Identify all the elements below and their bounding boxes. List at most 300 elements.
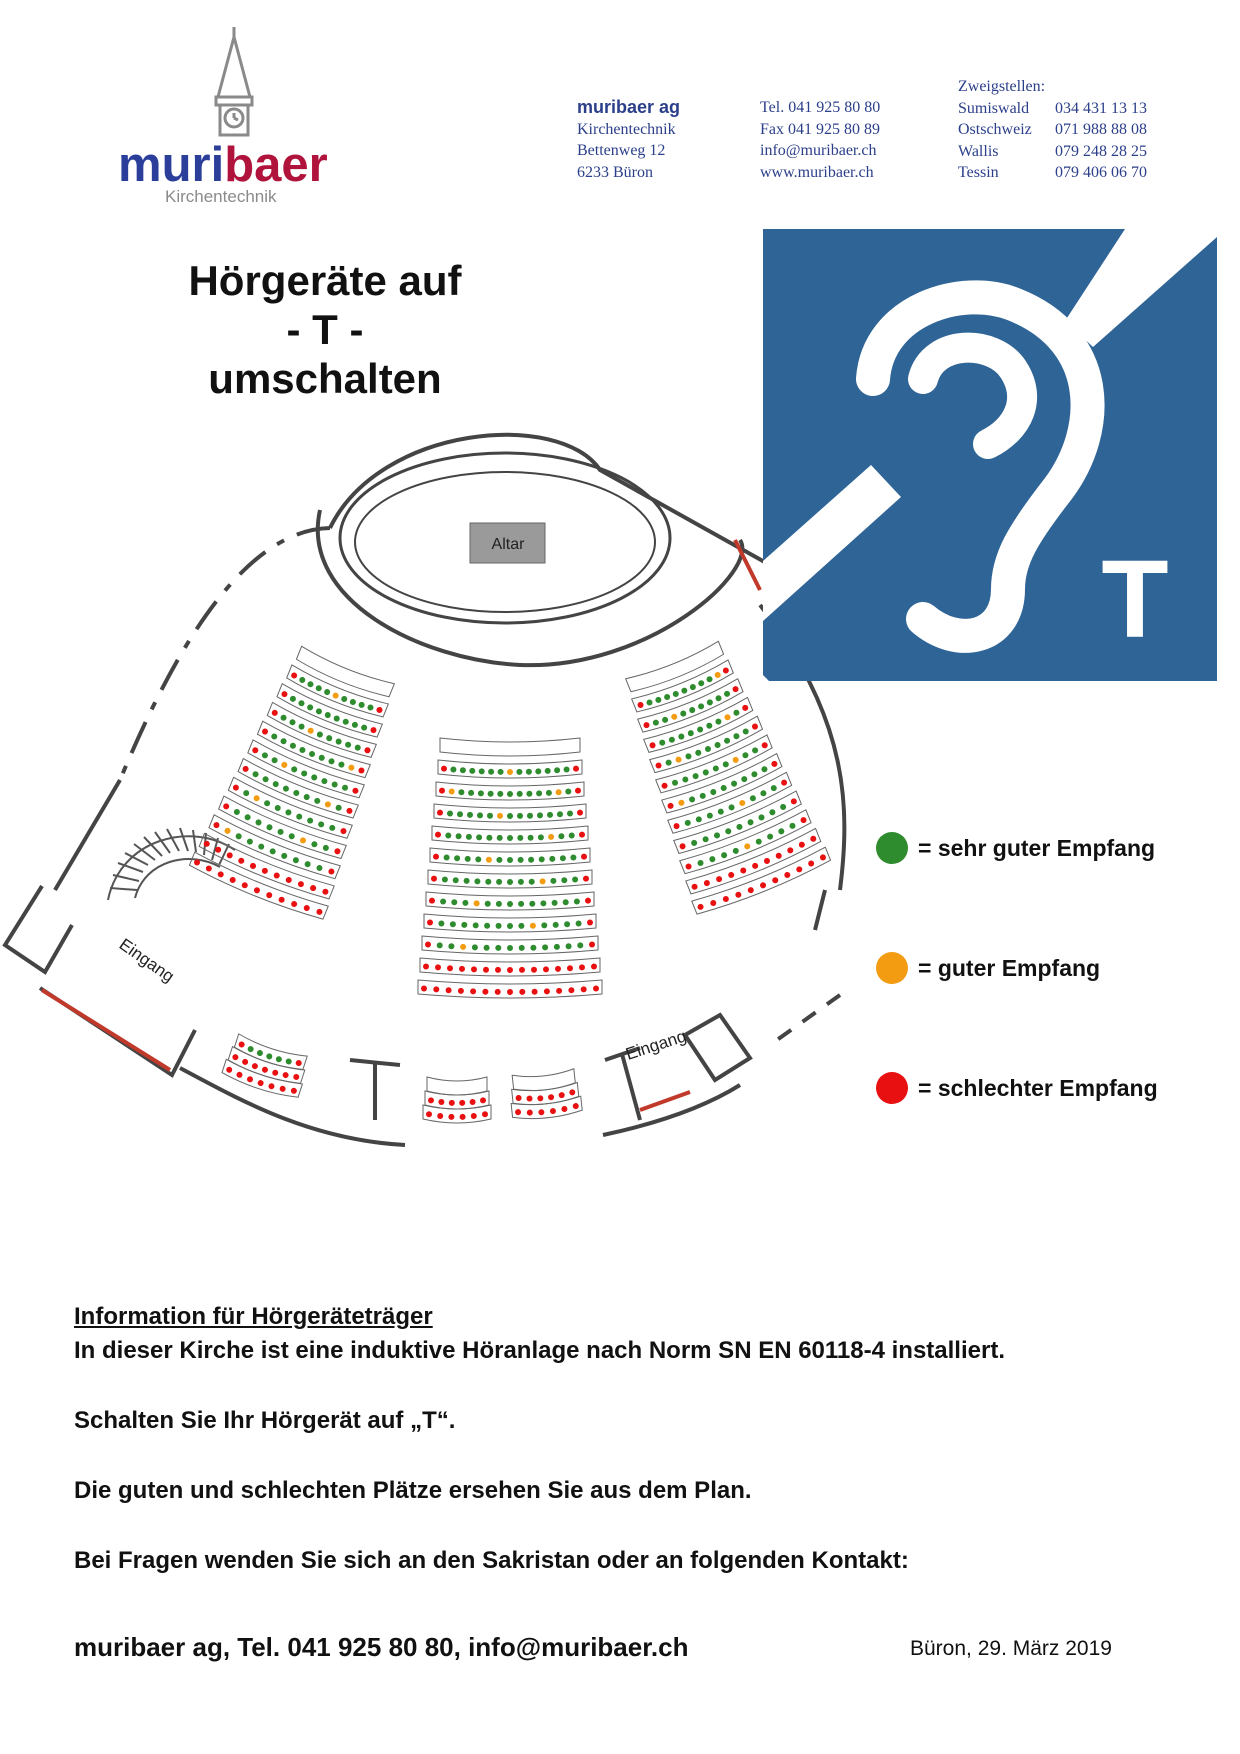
contact-email[interactable]: info@muribaer.ch [760,142,877,159]
seat-dot [790,797,798,805]
seat-dot [431,876,437,882]
seat-dot [285,809,293,817]
branch-phone: 071 988 88 08 [1055,121,1147,138]
seat-dot [470,988,476,994]
seat-dot [709,899,717,907]
branch-row [958,162,1147,184]
seat-dot [786,846,794,854]
seat-dot [557,811,563,817]
seat-dot [473,922,479,928]
entrance-label-right: Eingang [623,1026,689,1064]
seat-dot [684,819,692,827]
seat-dot [732,847,740,855]
seat-dot [589,942,595,948]
seat-dot [507,945,513,951]
seat-dot [454,855,460,861]
seat-dot [263,799,271,807]
info-line-3: Die guten und schlechten Plätze ersehen Sie aus dem Plan. [74,1477,752,1504]
seat-dot [423,964,429,970]
legend-item-good [876,950,1100,986]
seat-dot [556,988,562,994]
seat-dot [717,808,725,816]
pew-row [425,1091,489,1109]
legend-dot-orange [876,952,908,984]
logo-wordmark-muri: muri [118,138,225,192]
right-door [815,890,825,930]
branch-row [958,98,1147,120]
info-title: Information für Hörgeräteträger [74,1303,433,1330]
seat-dot [542,944,548,950]
church-tower-icon [216,27,252,135]
seat-dot [438,1099,444,1105]
seat-dot [477,812,483,818]
seat-dot [458,789,464,795]
seat-dot [450,921,456,927]
seat-dot [334,847,342,855]
seat-dot [546,790,552,796]
seat-dot [465,856,471,862]
seat-dot [697,702,705,710]
seat-dot [354,744,362,752]
seat-dot [285,876,293,884]
seat-dot [257,843,265,851]
seat-dot [306,817,314,825]
seat-dot [464,878,470,884]
seat-dot [766,833,774,841]
seat-dot [518,901,524,907]
seat-dot [714,671,722,679]
seat-dot [685,752,693,760]
seat-dot [447,811,453,817]
seat-dot [566,943,572,949]
sign-letter-t: T [1101,538,1169,661]
seat-dot [536,790,542,796]
seat-dot [706,812,714,820]
seat-dot [529,879,535,885]
seat-dot [515,1109,522,1116]
seat-dot [459,966,465,972]
seat-dot [484,945,490,951]
seat-dot [675,756,683,764]
seat-dot [507,791,513,797]
seat-dot [665,759,673,767]
seat-dot [777,827,785,835]
seat-dot [507,967,513,973]
seat-dot [289,742,297,750]
seat-dot [715,875,723,883]
seat-dot [723,737,731,745]
seat-dot [497,835,503,841]
company-line-2: Bettenweg 12 [577,142,666,159]
seat-dot [299,746,307,754]
pew-row [512,1069,576,1093]
seat-dot [261,1066,269,1074]
seat-dot [309,884,317,892]
seat-dot [323,688,331,696]
seat-dot [668,736,676,744]
branch-name: Wallis [958,142,999,160]
seat-dot [819,854,827,862]
seat-dot [290,1087,298,1095]
seat-dot [247,1045,255,1053]
pew-block-small-2 [423,1077,491,1123]
seat-dot [750,770,758,778]
seat-dot [447,965,453,971]
seat-dot [751,746,759,754]
seat-dot [507,901,513,907]
seat-dot [448,943,454,949]
contact-tel: Tel. 041 925 80 80 [760,99,881,116]
seat-dot [783,871,791,879]
seat-dot [563,899,569,905]
seat-dot [289,695,297,703]
seat-dot [253,794,261,802]
seat-dot [217,870,225,878]
seat-dot [535,768,541,774]
seat-dot [495,945,501,951]
seat-dot [703,879,711,887]
seat-dot [530,945,536,951]
seat-dot [479,768,485,774]
seat-dot [690,839,698,847]
seat-dot [277,828,285,836]
seat-dot [561,877,567,883]
seat-dot [672,690,680,698]
seat-dot [459,1100,465,1106]
seat-dot [579,832,585,838]
seat-dot [515,1095,522,1102]
seat-dot [222,802,230,810]
company-contact [760,97,880,183]
seat-dot [290,672,298,680]
heading-line-3: umschalten [208,355,442,402]
seat-dot [266,823,274,831]
seat-dot [714,741,722,749]
seat-dot [545,768,551,774]
contact-fax: Fax 041 925 80 89 [760,120,880,138]
pew-block-small-1 [221,1033,311,1101]
seat-dot [310,840,318,848]
seat-dot [517,791,523,797]
church-walls [5,435,844,1145]
seat-dot [233,808,241,816]
seat-dot [518,923,524,929]
seat-dot [281,690,289,698]
seat-dot [554,944,560,950]
seat-dot [547,812,553,818]
seat-dot [643,721,651,729]
seat-dot [730,780,738,788]
seat-dot [297,880,305,888]
seat-dot [232,1053,240,1061]
seat-dot [237,857,245,865]
seat-dot [540,900,546,906]
seat-dot [539,856,545,862]
seat-dot [367,704,375,712]
logo-wordmark-baer: baer [224,138,328,192]
seat-dot [708,855,716,863]
seat-dot [697,679,705,687]
seat-dot [439,788,445,794]
seat-dot [429,898,435,904]
seat-dot [558,833,564,839]
seat-dot [507,769,513,775]
seat-dot [715,694,723,702]
pew-block-left [188,638,415,923]
seat-dot [747,818,755,826]
seat-dot [433,854,439,860]
seat-dot [699,792,707,800]
branch-name: Sumiswald [958,99,1030,117]
seat-dot [543,966,549,972]
apse-wall [330,435,770,565]
altar-label: Altar [491,536,525,553]
seat-dot [712,765,720,773]
seat-dot [456,833,462,839]
seat-dot [742,728,750,736]
seat-dot [507,813,513,819]
seat-dot [462,900,468,906]
seat-dot [538,834,544,840]
seat-dot [295,1059,303,1067]
pew-row [511,1096,582,1121]
seat-dot [577,942,583,948]
seat-dot [451,899,457,905]
seat-dot [474,900,480,906]
seat-dot [695,815,703,823]
column-left [350,1060,400,1120]
seat-dot [685,863,693,871]
seat-dot [471,966,477,972]
seat-dot [278,896,286,904]
seat-dot [740,775,748,783]
seat-dot [532,989,538,995]
seat-dot [325,734,333,742]
seat-dot [295,813,303,821]
seat-dot [441,766,447,772]
seat-dot [637,701,645,709]
seat-dot [331,781,339,789]
seat-dot [478,790,484,796]
company-line-3: 6233 Büron [577,163,653,181]
logo-tagline: Kirchentechnik [165,187,277,206]
company-line-1: Kirchentechnik [577,120,676,138]
seat-dot [435,964,441,970]
seat-dot [370,726,378,734]
seat-dot [251,746,259,754]
contact-web[interactable]: www.muribaer.ch [760,163,874,181]
branch-phone: 079 248 28 25 [1055,142,1147,160]
seat-dot [349,698,357,706]
seat-dot [518,879,524,885]
branches [958,76,1147,184]
seat-dot [269,847,277,855]
seat-dot [324,801,332,809]
seat-dot [475,856,481,862]
entrance-label-left: Eingang [115,934,178,987]
seat-dot [320,777,328,785]
seat-dot [530,923,536,929]
seat-dot [347,764,355,772]
seat-dot [273,872,281,880]
seat-dot [751,862,759,870]
seat-dot [280,737,288,745]
seat-dot [251,1062,259,1070]
seat-dot [482,1111,488,1117]
seat-dot [285,1058,293,1066]
seat-dot [482,989,488,995]
legend-dot-red [876,1072,908,1104]
seat-dot [575,788,581,794]
seat-dot [246,838,254,846]
seat-dot [324,711,332,719]
seat-dot [238,1041,246,1049]
seat-dot [706,675,714,683]
seat-dot [344,741,352,749]
seat-dot [517,813,523,819]
seat-dot [317,820,325,828]
seat-dot [300,770,308,778]
seat-dot [480,1097,486,1103]
seat-dot [564,921,570,927]
seat-dot [692,772,700,780]
seat-dot [724,713,732,721]
seat-dot [572,1103,579,1110]
seat-dot [360,724,368,732]
seat-dot [567,811,573,817]
seat-dot [715,718,723,726]
seat-dot [474,878,480,884]
seat-dot [572,877,578,883]
bottom-wall [180,1068,405,1145]
spiral-staircase [108,828,235,900]
seat-dot [255,819,263,827]
seat-dot [497,791,503,797]
seat-dot [249,862,257,870]
seat-dot [556,789,562,795]
seat-dot [761,765,769,773]
legend-label: = sehr guter Empfang [918,834,1156,861]
seat-dot [670,713,678,721]
left-lower-wall [55,780,120,890]
seat-dot [759,881,767,889]
seat-dot [780,779,788,787]
seat-dot [437,810,443,816]
seat-dot [749,794,757,802]
seat-dot [688,706,696,714]
seat-dot [689,683,697,691]
seat-dot [421,986,427,992]
pew-row [423,1105,491,1123]
left-porch [5,886,72,972]
seat-dot [469,768,475,774]
company-name: muribaer ag [577,97,681,117]
seat-dot [253,886,261,894]
seat-dot [471,1113,477,1119]
seat-dot [271,709,279,717]
seat-dot [550,1108,557,1115]
seat-dot [341,784,349,792]
seat-dot [702,835,710,843]
seat-dot [537,812,543,818]
seat-dot [709,788,717,796]
seat-dot [486,835,492,841]
branch-name: Ostschweiz [958,121,1032,138]
seat-dot [307,680,315,688]
seat-dot [677,799,685,807]
seat-dot [438,921,444,927]
seat-dot [561,1106,568,1113]
seat-dot [280,714,288,722]
seat-dot [679,710,687,718]
seat-dot [290,765,298,773]
seat-dot [433,986,439,992]
seat-dot [252,770,260,778]
seat-dot [453,877,459,883]
seat-dot [292,789,300,797]
seat-dot [232,784,240,792]
seat-dot [761,741,769,749]
muribaer-logo [110,25,370,210]
seat-dot [340,695,348,703]
seat-dot [579,964,585,970]
seat-dot [496,923,502,929]
seat-dot [697,859,705,867]
seat-dot [261,867,269,875]
logo-wordmark [118,138,328,192]
seat-dot [335,804,343,812]
seat-dot [299,837,307,845]
seat-dot [496,857,502,863]
seat-dot [768,808,776,816]
seat-dot [564,767,570,773]
seat-dot [538,1109,545,1116]
seat-dot [224,827,232,835]
seat-dot [466,834,472,840]
legend-item-bad [876,1070,1158,1106]
seat-dot [548,1094,555,1101]
seat-dot [738,799,746,807]
seat-dot [770,760,778,768]
seat-dot [496,901,502,907]
seat-dot [437,942,443,948]
seat-dot [470,1099,476,1105]
seat-dot [292,856,300,864]
seat-dot [722,667,730,675]
seat-dot [751,723,759,731]
branch-row [958,119,1147,141]
seat-dot [577,810,583,816]
seat-dot [472,944,478,950]
seat-dot [333,715,341,723]
seat-dot [519,967,525,973]
seat-dot [507,835,513,841]
seat-dot [593,986,599,992]
seat-dot [351,721,359,729]
seat-dot [581,854,587,860]
seat-dot [495,967,501,973]
seat-dot [775,852,783,860]
seat-dot [315,684,323,692]
seat-dot [313,797,321,805]
seat-dot [541,922,547,928]
red-wall-segment [42,990,170,1070]
red-wall-segment [640,1092,690,1110]
seat-dot [779,803,787,811]
seat-dot [242,789,250,797]
seat-dot [568,987,574,993]
seat-dot [467,812,473,818]
